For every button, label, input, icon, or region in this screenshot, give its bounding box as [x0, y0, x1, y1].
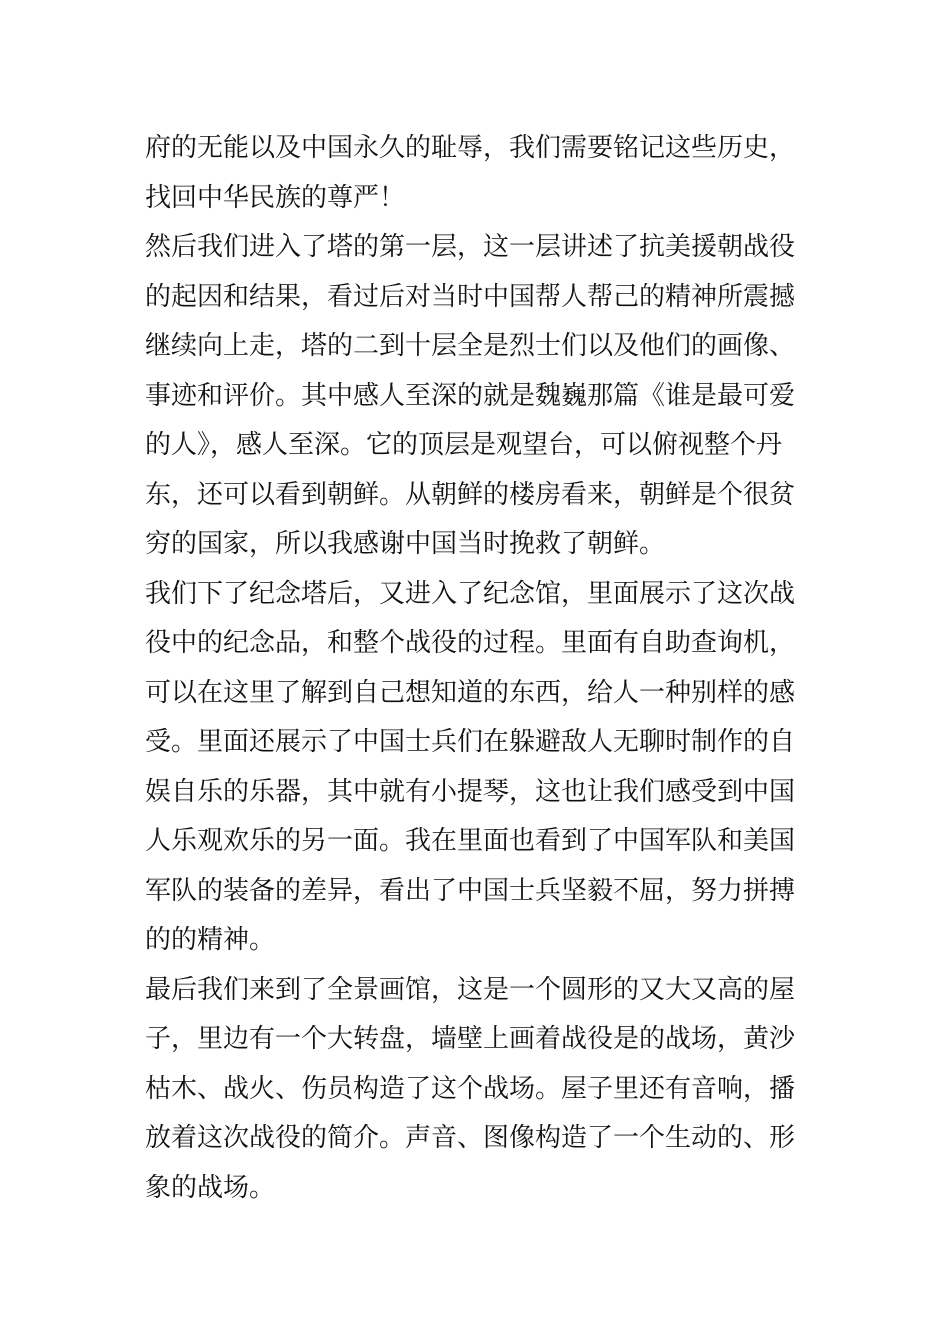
text-line: 的的精神。 [145, 925, 276, 955]
text-line: 放着这次战役的简介。声音、图像构造了一个生动的、形 [145, 1123, 796, 1153]
text-line: 军队的装备的差异，看出了中国士兵坚毅不屈，努力拼搏 [145, 875, 796, 906]
text-line: 枯木、战火、伤员构造了这个战场。屋子里还有音响，播 [145, 1073, 796, 1104]
text-line: 可以在这里了解到自己想知道的东西，给人一种别样的感 [145, 677, 796, 708]
text-line: 象的战场。 [145, 1172, 276, 1203]
document-body [145, 124, 810, 1213]
text-line: 东，还可以看到朝鲜。从朝鲜的楼房看来，朝鲜是个很贫 [145, 479, 796, 510]
text-line: 的人》，感人至深。它的顶层是观望台，可以俯视整个丹 [145, 430, 783, 460]
text-line: 的起因和结果，看过后对当时中国帮人帮己的精神所震撼 [145, 281, 796, 312]
text-line: 役中的纪念品，和整个战役的过程。里面有自助查询机， [145, 628, 796, 658]
text-line: 子，里边有一个大转盘，墙壁上画着战役是的战场，黄沙 [145, 1024, 796, 1054]
text-line: 穷的国家，所以我感谢中国当时挽救了朝鲜。 [145, 529, 666, 559]
text-line: 我们下了纪念塔后，又进入了纪念馆，里面展示了这次战 [145, 578, 796, 609]
text-line: 事迹和评价。其中感人至深的就是魏巍那篇《谁是最可爱 [145, 380, 796, 411]
text-line: 人乐观欢乐的另一面。我在里面也看到了中国军队和美国 [145, 826, 796, 856]
text-line: 继续向上走，塔的二到十层全是烈士们以及他们的画像、 [145, 331, 796, 361]
text-line: 受。里面还展示了中国士兵们在躲避敌人无聊时制作的自 [145, 727, 796, 757]
text-line: 府的无能以及中国永久的耻辱，我们需要铭记这些历史， [145, 133, 796, 163]
text-line: 娱自乐的乐器，其中就有小提琴，这也让我们感受到中国 [145, 776, 796, 807]
text-line: 找回中华民族的尊严！ [145, 182, 406, 213]
text-line: 最后我们来到了全景画馆，这是一个圆形的又大又高的屋 [145, 974, 796, 1005]
text-line: 然后我们进入了塔的第一层，这一层讲述了抗美援朝战役 [145, 232, 796, 262]
